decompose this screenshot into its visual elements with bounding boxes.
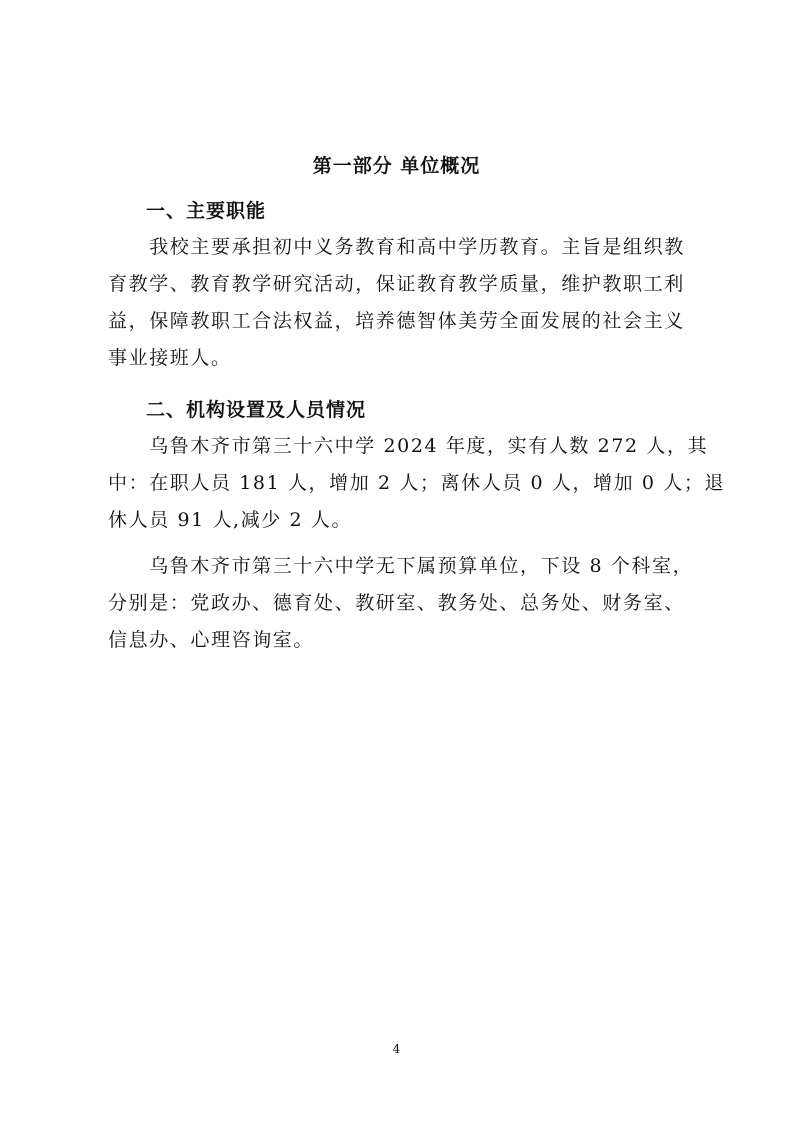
staffing-paragraph [108, 428, 726, 539]
page-number: 4 [392, 1042, 401, 1056]
paragraph-line: 休人员 91 人,减少 2 人。 [108, 509, 353, 531]
part-title: 第一部分 单位概况 [312, 155, 481, 177]
paragraph-line: 乌鲁木齐市第三十六中学 2024 年度，实有人数 272 人，其 [108, 435, 709, 457]
paragraph-line: 信息办、心理咨询室。 [108, 629, 315, 651]
paragraph-line: 分别是：党政办、德育处、教研室、教务处、总务处、财务室、 [108, 592, 685, 614]
paragraph-line: 我校主要承担初中义务教育和高中学历教育。主旨是组织教 [108, 236, 685, 258]
paragraph-line: 中：在职人员 181 人，增加 2 人；离休人员 0 人，增加 0 人；退 [108, 472, 726, 494]
main-functions-paragraph [108, 229, 698, 377]
paragraph-line: 事业接班人。 [108, 347, 232, 369]
section-heading-main-functions: 一、主要职能 [146, 200, 267, 222]
paragraph-line: 乌鲁木齐市第三十六中学无下属预算单位，下设 8 个科室， [108, 555, 694, 577]
paragraph-line: 育教学、教育教学研究活动，保证教育教学质量，维护教职工利 [108, 273, 685, 295]
departments-paragraph [108, 548, 698, 659]
section-heading-organization-staffing: 二、机构设置及人员情况 [146, 399, 367, 421]
paragraph-line: 益，保障教职工合法权益，培养德智体美劳全面发展的社会主义 [108, 310, 685, 332]
